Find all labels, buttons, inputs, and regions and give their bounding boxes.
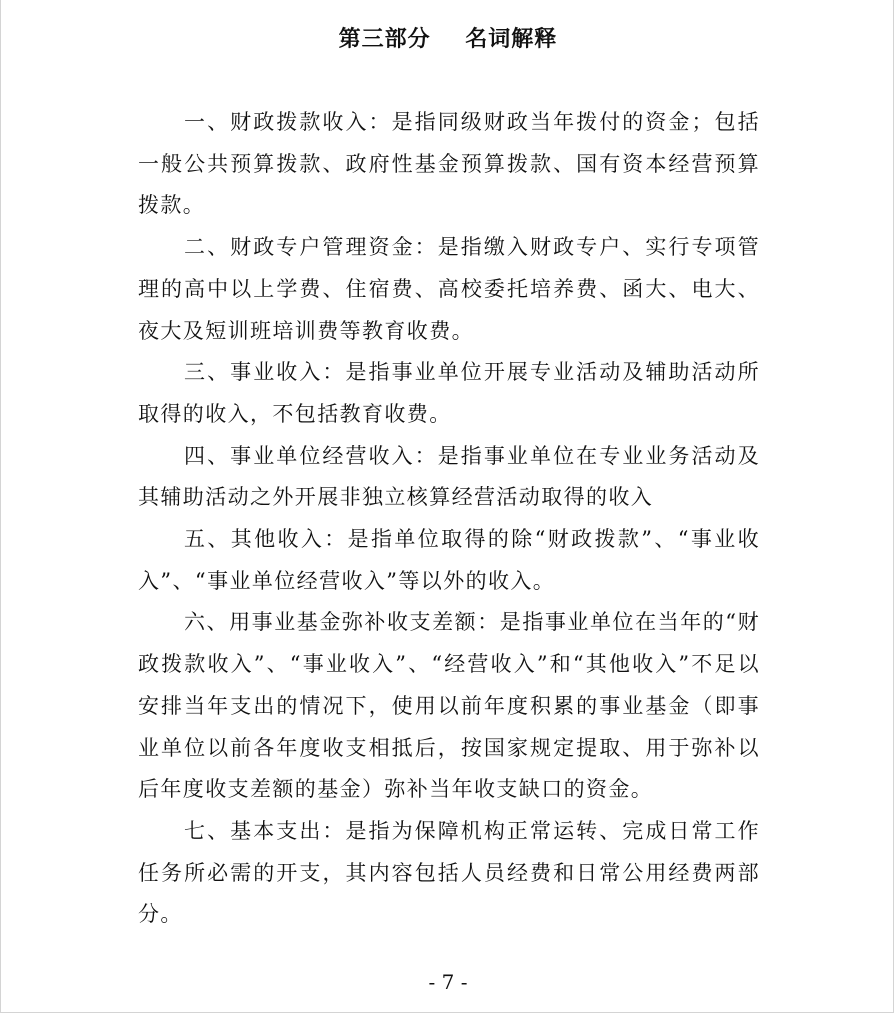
section-title: 第三部分 名词解释 (338, 27, 558, 52)
page-number: - 7 - (428, 970, 468, 994)
glossary-paragraph-3: 三、事业收入：是指事业单位开展专业活动及辅助活动所取得的收入，不包括教育收费。 (138, 360, 760, 426)
glossary-body (138, 102, 760, 936)
glossary-paragraph-6: 六、用事业基金弥补收支差额：是指事业单位在当年的“财政拨款收入”、“事业收入”、“经营收入”和“其他收入”不足以安排当年支出的情况下，使用以前年度积累的事业基金（即事业单位以前各年度收支相抵后，按国家规定提取、用于弥补以后年度收支差额的基金）弥补当年收支缺口的资金。 (138, 610, 760, 802)
glossary-paragraph-2: 二、财政专户管理资金：是指缴入财政专户、实行专项管理的高中以上学费、住宿费、高校委托培养费、函大、电大、夜大及短训班培训费等教育收费。 (138, 235, 760, 343)
glossary-paragraph-4: 四、事业单位经营收入：是指事业单位在专业业务活动及其辅助活动之外开展非独立核算经营活动取得的收入 (138, 443, 760, 510)
glossary-paragraph-5: 五、其他收入：是指单位取得的除“财政拨款”、“事业收入”、“事业单位经营收入”等以外的收入。 (138, 527, 760, 593)
glossary-paragraph-7: 七、基本支出：是指为保障机构正常运转、完成日常工作任务所必需的开支，其内容包括人员经费和日常公用经费两部分。 (138, 818, 760, 927)
glossary-paragraph-1: 一、财政拨款收入：是指同级财政当年拨付的资金；包括一般公共预算拨款、政府性基金预算拨款、国有资本经营预算拨款。 (138, 110, 760, 218)
